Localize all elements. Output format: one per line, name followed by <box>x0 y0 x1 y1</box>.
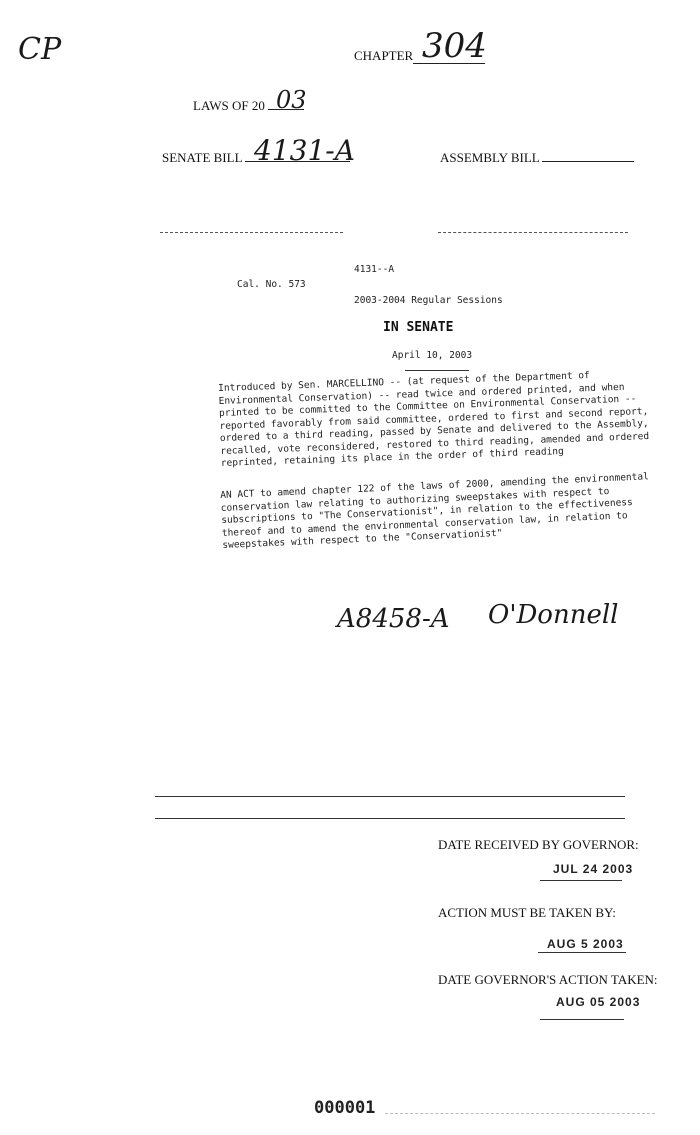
chapter-number: 304 <box>422 26 487 66</box>
rule-2 <box>155 818 625 819</box>
footer-dash <box>385 1113 655 1114</box>
print-number: 4131--A <box>354 264 395 275</box>
house-title: IN SENATE <box>383 320 454 335</box>
laws-label: LAWS OF 20 <box>193 98 265 113</box>
taken-label: DATE GOVERNOR'S ACTION TAKEN: <box>438 972 658 987</box>
introduced-paragraph: Introduced by Sen. MARCELLINO -- (at request of the Department of Environmental Conservation) -- read twice and ordered printed, and when printed to be committed to the Committee on Environmental Conservation -- reported favorably from said committee, ordered to first and second report, ordered to a third reading, passed by Senate and delivered to the Assembly, recalled, vote reconsidered, restored to third reading, amended and ordered reprinted, retaining its place in the order of third reading <box>218 370 650 469</box>
assembly-bill-number <box>542 161 634 162</box>
received-underline <box>540 880 622 881</box>
action-label: ACTION MUST BE TAKEN BY: <box>438 905 616 920</box>
page-number: 000001 <box>314 1098 376 1118</box>
session: 2003-2004 Regular Sessions <box>354 295 503 306</box>
corner-mark: CP <box>18 32 62 67</box>
assembly-bill-line <box>440 150 634 166</box>
separator-right <box>438 232 628 233</box>
senate-bill-number: 4131-A <box>254 134 355 167</box>
sponsor-name: O'Donnell <box>488 600 619 630</box>
action-date: AUG 5 2003 <box>547 937 624 951</box>
separator-left <box>160 232 343 233</box>
calendar-number: Cal. No. 573 <box>237 279 306 290</box>
action-underline <box>538 952 626 953</box>
received-date: JUL 24 2003 <box>553 862 634 876</box>
assembly-bill-label: ASSEMBLY BILL <box>440 150 540 165</box>
senate-bill-label: SENATE BILL <box>162 150 243 165</box>
bill-date: April 10, 2003 <box>392 350 473 361</box>
assembly-reference: A8458-A <box>337 604 450 634</box>
taken-date: AUG 05 2003 <box>556 995 641 1009</box>
chapter-label: CHAPTER <box>354 48 414 63</box>
taken-underline <box>540 1019 624 1020</box>
date-underline <box>405 370 469 371</box>
laws-year: 03 <box>276 86 307 114</box>
rule-1 <box>155 796 625 797</box>
received-label: DATE RECEIVED BY GOVERNOR: <box>438 837 639 852</box>
act-title: AN ACT to amend chapter 122 of the laws of 2000, amending the environmental conservation law relating to authorizing sweepstakes with respect to subscriptions to "The Conservationist", in relation to the effectiveness thereof and to amend the environmental conservation law, in relation to sweepstakes with respect to the "Conservationist" <box>220 471 650 551</box>
